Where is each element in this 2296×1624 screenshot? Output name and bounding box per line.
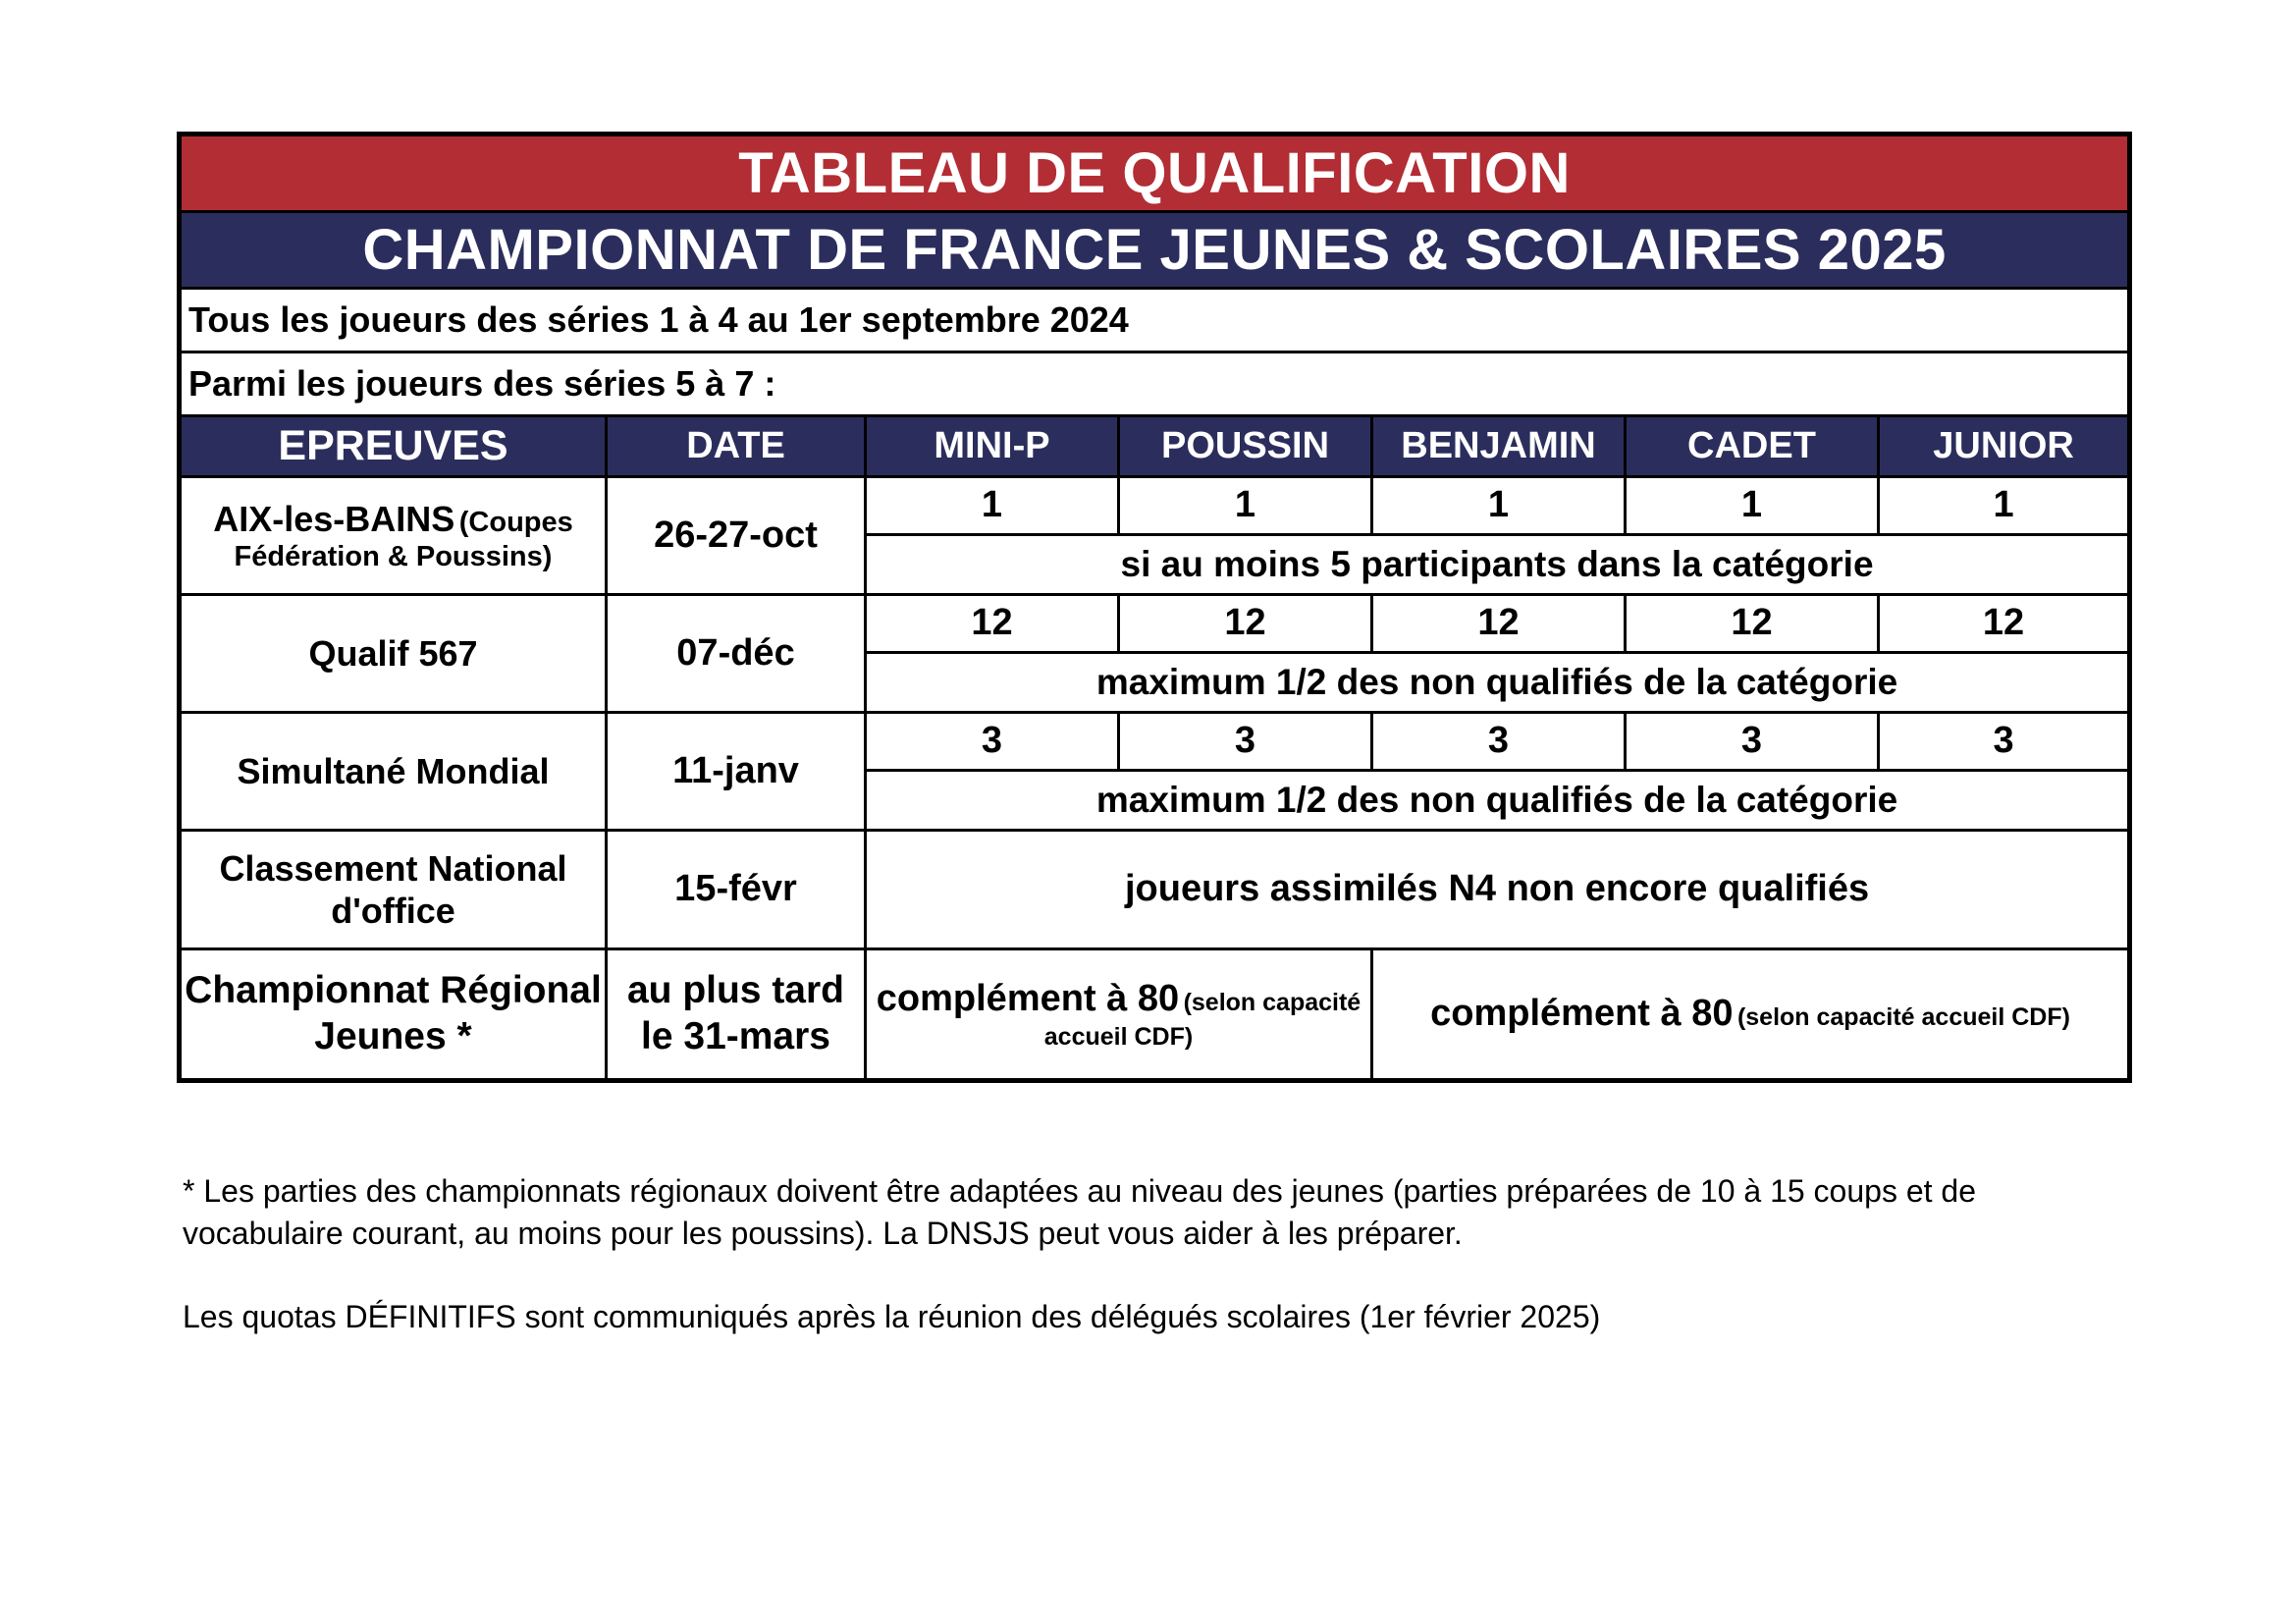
event-name-cell: [180, 477, 607, 595]
column-header-poussin: POUSSIN: [1119, 416, 1372, 477]
event-name: AIX-les-BAINS: [213, 498, 455, 539]
table-row: [180, 949, 2130, 1081]
quota-value: 1: [866, 477, 1119, 535]
event-name: Classement National d'office: [180, 831, 607, 949]
column-header-mini-p: MINI-P: [866, 416, 1119, 477]
table-row: [180, 831, 2130, 949]
event-date: au plus tard le 31-mars: [607, 949, 866, 1081]
intro-line-series-5-7: Parmi les joueurs des séries 5 à 7 :: [180, 352, 2130, 416]
quota-value: 1: [1372, 477, 1626, 535]
table-row: [180, 595, 2130, 653]
intro-row: [180, 352, 2130, 416]
column-header-junior: JUNIOR: [1879, 416, 2130, 477]
complement-detail: (selon capacité accueil CDF): [1043, 989, 1362, 1051]
quota-value: 12: [1372, 595, 1626, 653]
table-title: TABLEAU DE QUALIFICATION: [180, 135, 2130, 212]
quota-value: 1: [1626, 477, 1879, 535]
quota-value: 12: [866, 595, 1119, 653]
qualification-table: [177, 132, 2132, 1083]
event-name: Qualif 567: [180, 595, 607, 713]
quota-value: 3: [1879, 713, 2130, 771]
column-header-row: [180, 416, 2130, 477]
complement-detail: (selon capacité accueil CDF): [1736, 1003, 2070, 1032]
quota-value: 1: [1119, 477, 1372, 535]
quota-value: 3: [1372, 713, 1626, 771]
event-name: Simultané Mondial: [180, 713, 607, 831]
quota-value: 12: [1626, 595, 1879, 653]
event-date: 11-janv: [607, 713, 866, 831]
title-row: [180, 135, 2130, 212]
event-name-detail: (Coupes Fédération & Poussins): [234, 506, 573, 572]
quota-value: 1: [1879, 477, 2130, 535]
event-note: si au moins 5 participants dans la catégorie: [866, 535, 2130, 595]
column-header-epreuves: EPREUVES: [180, 416, 607, 477]
event-note: maximum 1/2 des non qualifiés de la catégorie: [866, 771, 2130, 831]
complement-main: complément à 80: [1430, 993, 1734, 1035]
subtitle-row: [180, 212, 2130, 289]
intro-row: [180, 289, 2130, 352]
column-header-benjamin: BENJAMIN: [1372, 416, 1626, 477]
column-header-cadet: CADET: [1626, 416, 1879, 477]
quota-value: 3: [866, 713, 1119, 771]
event-date: 07-déc: [607, 595, 866, 713]
event-date: 26-27-oct: [607, 477, 866, 595]
complement-cell-benjamin-cadet-junior: [1372, 949, 2130, 1081]
table-subtitle: CHAMPIONNAT DE FRANCE JEUNES & SCOLAIRES 2025: [180, 212, 2130, 289]
quota-value: 3: [1626, 713, 1879, 771]
event-note: joueurs assimilés N4 non encore qualifiés: [866, 831, 2130, 949]
footnote-regional-games: * Les parties des championnats régionaux doivent être adaptées au niveau des jeunes (parties préparées de 10 à 15 coups et de vocabulaire courant, au moins pour les poussins). La DNSJS peut vous aider à les préparer.: [183, 1173, 1976, 1252]
table-row: [180, 713, 2130, 771]
complement-main: complément à 80: [876, 978, 1180, 1020]
event-date: 15-févr: [607, 831, 866, 949]
quota-value: 12: [1119, 595, 1372, 653]
intro-line-series-1-4: Tous les joueurs des séries 1 à 4 au 1er septembre 2024: [180, 289, 2130, 352]
event-note: maximum 1/2 des non qualifiés de la catégorie: [866, 653, 2130, 713]
table-row: [180, 477, 2130, 535]
column-header-date: DATE: [607, 416, 866, 477]
event-name: Championnat Régional Jeunes *: [180, 949, 607, 1081]
quota-value: 12: [1879, 595, 2130, 653]
footnote-definitive-quotas: Les quotas DÉFINITIFS sont communiqués après la réunion des délégués scolaires (1er février 2025): [183, 1299, 1601, 1334]
quota-value: 3: [1119, 713, 1372, 771]
complement-cell-mini-p-poussin: [866, 949, 1372, 1081]
